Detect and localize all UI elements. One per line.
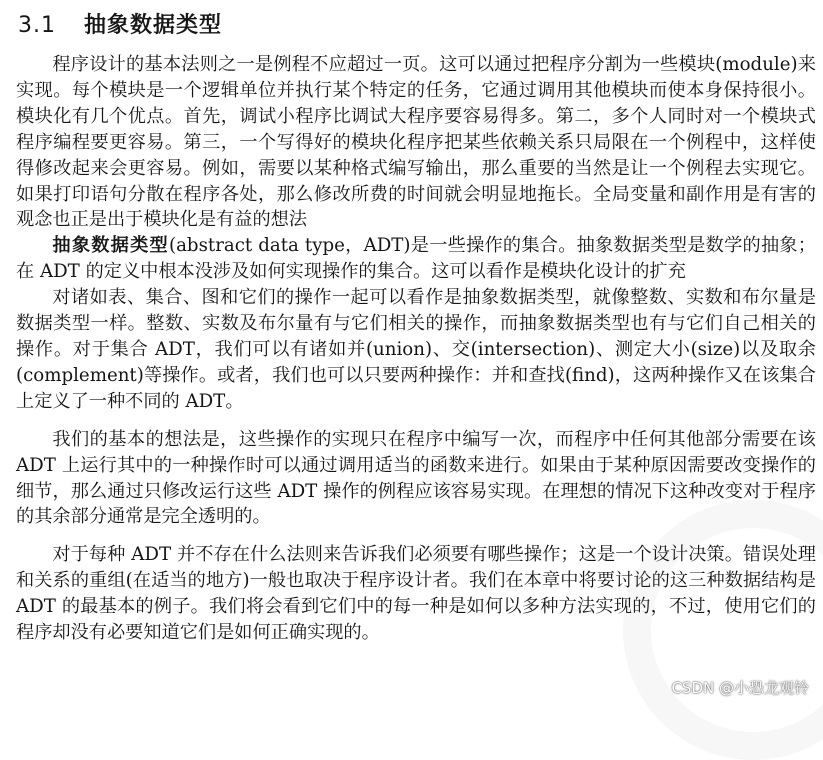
paragraph-basic-idea (16, 427, 816, 531)
section-heading (18, 8, 222, 44)
paragraph-adt-examples (16, 285, 816, 415)
paragraph-text: 对诸如表、集合、图和它们的操作一起可以看作是抽象数据类型，就像整数、实数和布尔量是数据类型一样。整数、实数及布尔量有与它们相关的操作，而抽象数据类型也有与它们自己相关的操作。对于集合 ADT，我们可以有诸如并(union)、交(intersection)、测定大小(size)以及取余(complement)等操作。或者，我们也可以只要两种操作：并和查找(find)，这两种操作又在该集合上定义了一种不同的 ADT。 (16, 287, 816, 412)
paragraph-text: 我们的基本的想法是，这些操作的实现只在程序中编写一次，而程序中任何其他部分需要在该 ADT 上运行其中的一种操作时可以通过调用适当的函数来进行。如果由于某种原因需要改变操作的细节，那么通过只修改运行这些 ADT 操作的例程应该容易实现。在理想的情况下这种改变对于程序的其余部分通常是完全透明的。 (16, 428, 816, 528)
paragraph-design-decision (16, 542, 816, 646)
paragraph-adt-definition (16, 233, 816, 285)
defined-term: 抽象数据类型 (52, 235, 169, 257)
paragraph-text: (abstract data type，ADT)是一些操作的集合。抽象数据类型是数学的抽象；在 ADT 的定义中根本没涉及如何实现操作的集合。这可以看作是模块化设计的扩充 (16, 235, 816, 283)
section-title: 抽象数据类型 (84, 13, 223, 38)
section-body (16, 52, 816, 646)
section-number: 3.1 (18, 13, 56, 38)
paragraph-text: 程序设计的基本法则之一是例程不应超过一页。这可以通过把程序分割为一些模块(module)来实现。每个模块是一个逻辑单位并执行某个特定的任务，它通过调用其他模块而使本身保持很小。模块化有几个优点。首先，调试小程序比调试大程序要容易得多。第二，多个人同时对一个模块式程序编程要更容易。第三，一个写得好的模块化程序把某些依赖关系只局限在一个例程中，这样使得修改起来会更容易。例如，需要以某种格式编写输出，那么重要的当然是让一个例程去实现它。如果打印语句分散在程序各处，那么修改所费的时间就会明显地拖长。全局变量和副作用是有害的观念也正是出于模块化是有益的想法 (16, 54, 816, 231)
paragraph-text: 对于每种 ADT 并不存在什么法则来告诉我们必须要有哪些操作；这是一个设计决策。错误处理和关系的重组(在适当的地方)一般也取决于程序设计者。我们在本章中将要讨论的这三种数据结构是 ADT 的最基本的例子。我们将会看到它们中的每一种是如何以多种方法实现的，不过，使用它们的程序却没有必要知道它们是如何正确实现的。 (16, 544, 816, 644)
watermark-credit: CSDN @小恐龙观铃 (671, 679, 809, 697)
paragraph-modularity (16, 52, 816, 233)
